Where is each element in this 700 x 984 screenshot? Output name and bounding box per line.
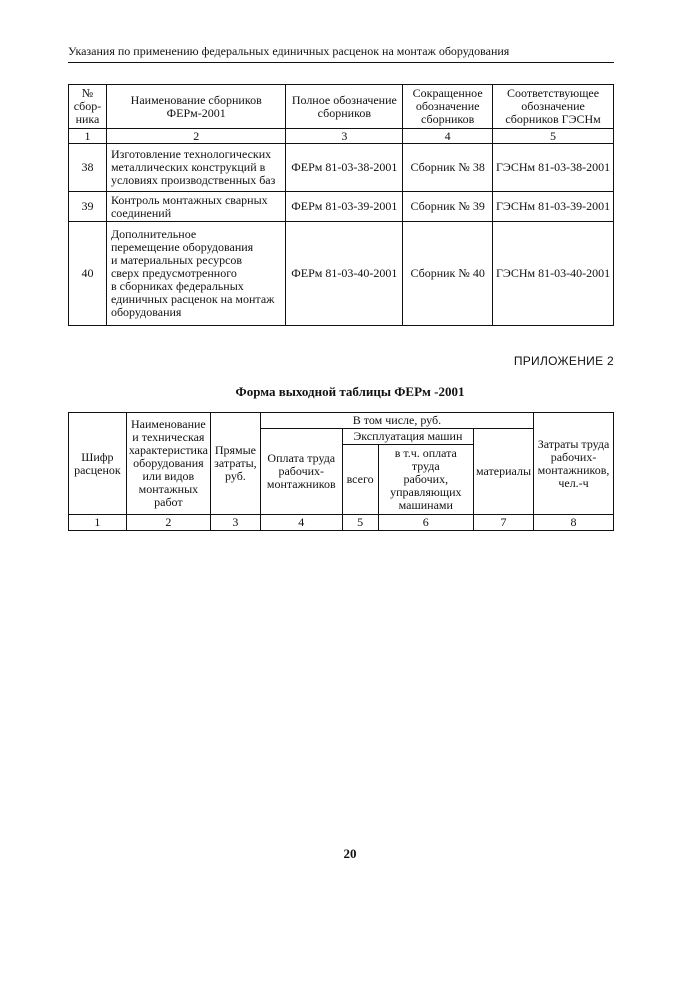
column-number-row (69, 515, 614, 531)
column-number: 3 (210, 515, 260, 531)
appendix-label: ПРИЛОЖЕНИЕ 2 (513, 354, 614, 368)
machines-header: Эксплуатация машин (342, 429, 473, 445)
form-header-row (69, 413, 614, 429)
collection-name: Дополнительное перемещение оборудования и материальных ресурсов сверх предусмотренного в сборниках федеральных единичных расценок на монтаж оборудования (106, 222, 286, 326)
column-number: 2 (106, 129, 286, 144)
column-number: 4 (403, 129, 493, 144)
collections-table (68, 84, 614, 326)
operators-pay-header: в т.ч. оплата труда рабочих, управляющих машинами (378, 445, 473, 515)
table-header-row (69, 85, 614, 129)
short-designation: Сборник № 39 (403, 192, 493, 222)
column-number: 4 (260, 515, 342, 531)
row-number: 40 (69, 222, 107, 326)
labor-pay-header: Оплата труда рабочих- монтажников (260, 429, 342, 515)
column-number-row (69, 129, 614, 144)
column-number: 2 (126, 515, 210, 531)
gesn-designation: ГЭСНм 81-03-39-2001 (493, 192, 614, 222)
column-header-number: № сбор- ника (69, 85, 107, 129)
column-number: 1 (69, 515, 127, 531)
form-title: Форма выходной таблицы ФЕРм -2001 (235, 384, 465, 399)
direct-costs-header: Прямые затраты, руб. (210, 413, 260, 515)
collection-name: Изготовление технологических металлических конструкций в условиях производственных баз (106, 144, 286, 192)
code-header: Шифр расценок (69, 413, 127, 515)
gesn-designation: ГЭСНм 81-03-40-2001 (493, 222, 614, 326)
materials-header: материалы (474, 429, 534, 515)
column-header-name: Наименование сборников ФЕРм-2001 (106, 85, 286, 129)
column-number: 5 (493, 129, 614, 144)
running-header: Указания по применению федеральных единичных расценок на монтаж оборудования (68, 44, 510, 58)
column-number: 3 (286, 129, 403, 144)
short-designation: Сборник № 40 (403, 222, 493, 326)
column-number: 8 (534, 515, 614, 531)
row-number: 39 (69, 192, 107, 222)
output-form-table (68, 412, 614, 531)
full-designation: ФЕРм 81-03-40-2001 (286, 222, 403, 326)
column-number: 5 (342, 515, 378, 531)
page-number: 20 (343, 846, 357, 861)
column-number: 6 (378, 515, 473, 531)
full-designation: ФЕРм 81-03-39-2001 (286, 192, 403, 222)
gesn-designation: ГЭСНм 81-03-38-2001 (493, 144, 614, 192)
including-header: В том числе, руб. (260, 413, 533, 429)
row-number: 38 (69, 144, 107, 192)
full-designation: ФЕРм 81-03-38-2001 (286, 144, 403, 192)
table-row (69, 144, 614, 192)
name-header: Наименование и техническая характеристика оборудования или видов монтажных работ (126, 413, 210, 515)
column-number: 7 (474, 515, 534, 531)
header-rule (68, 62, 614, 63)
labor-costs-header: Затраты труда рабочих- монтажников, чел.-ч (534, 413, 614, 515)
column-number: 1 (69, 129, 107, 144)
column-header-short: Сокращенное обозначение сборников (403, 85, 493, 129)
machines-total-header: всего (342, 445, 378, 515)
column-header-full: Полное обозначение сборников (286, 85, 403, 129)
collection-name: Контроль монтажных сварных соединений (106, 192, 286, 222)
table-row (69, 222, 614, 326)
column-header-gesn: Соответствующее обозначение сборников ГЭСНм (493, 85, 614, 129)
short-designation: Сборник № 38 (403, 144, 493, 192)
table-row (69, 192, 614, 222)
